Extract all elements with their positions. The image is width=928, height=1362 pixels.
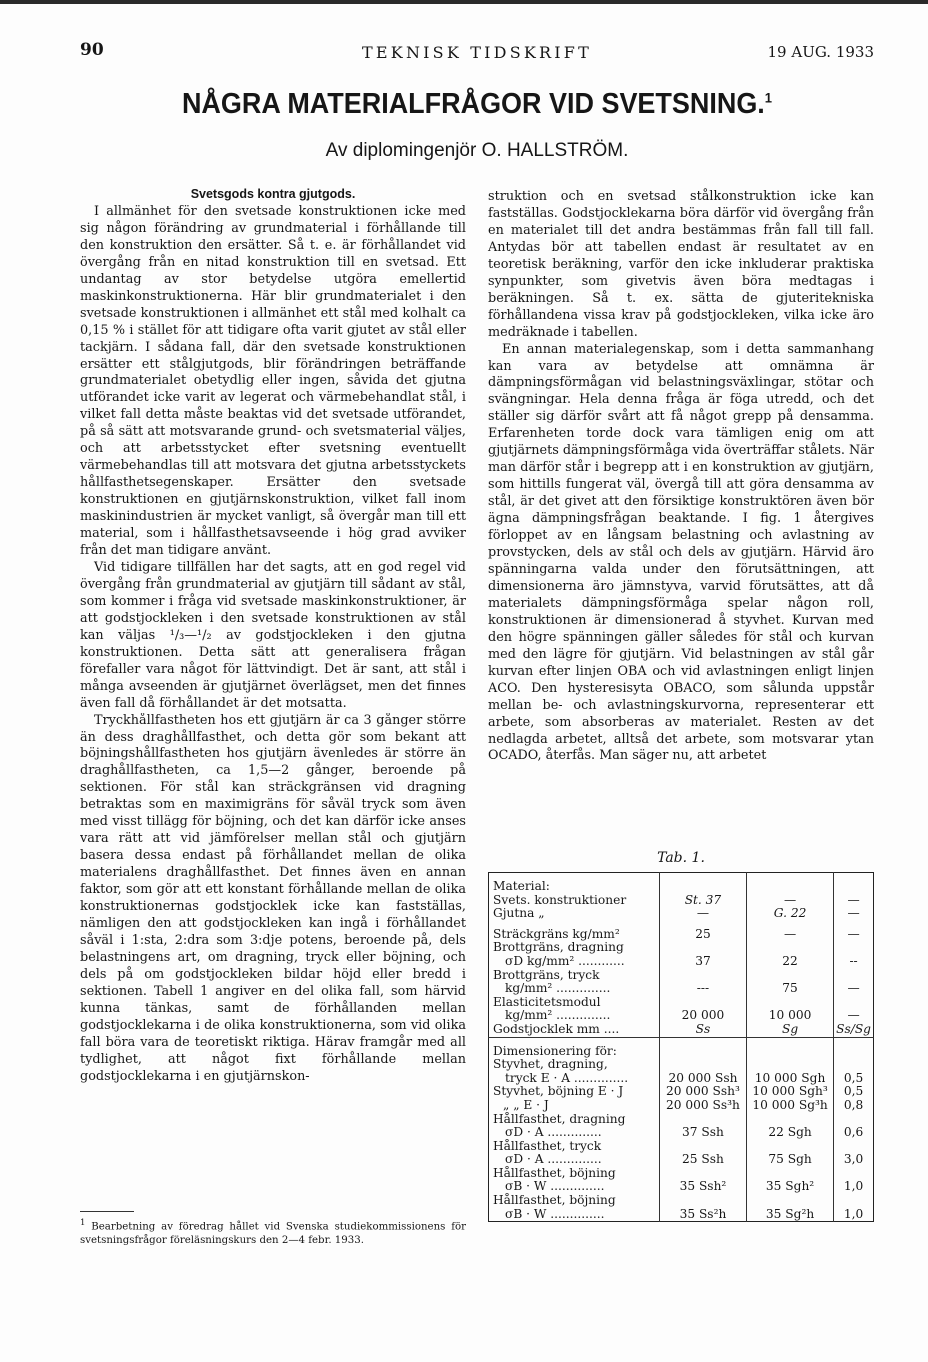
table-caption: Tab. 1. — [657, 850, 705, 866]
footnote — [80, 1217, 466, 1247]
paragraph-4: En annan materialegenskap, som i detta sammanhang kan vara av betydelse att omnämna är dämpningsförmågan vid belastningsväxlingar, stötar och svängningar. Hela denna fråga är föga utredd, och det ställer sig därför svårt att få något grepp på densamma. Erfarenheten torde dock vara tämligen enig om att gjutjärnets dämpningsförmåga vida överträffar stålets. När man därför står i begrepp att i en konstruktion av gjutjärn, som hittills fungerat väl, övergå till att göra densamma av stål, är det givet att den försiktige konstruktören även bör ägna dämpningsfrågan beaktande. I fig. 1 återgives förloppet av en långsam belastning och avlastning av provstycken, dels av stål och dels av gjutjärn. Härvid äro spänningarna valda under den förutsättningen, att dimensionerna äro jämnstyva, varvid förutsättes, att då materialets dämpningsförmåga spelar någon roll, konstruktionen är dimensionerad å styvhet. Kurvan med den högre spänningen gäller således för stål och kurvan med den lägre för gjutjärn. Vid belastningen av stål går kurvan efter linjen OBA och vid avlastningen enligt linjen ACO. Den hysteresisyta OBACO, som sålunda uppstår mellan be- och avlastningskurvorna, representerar ett arbete, som absorberas av materialet. Resten av det nedlagda arbetet, alltså det arbete, som motsvarar ytan OCADO, återfås. Man säger nu, att arbetet — [488, 341, 874, 764]
table-row: σD · A .............. 37 Ssh 22 Sgh 0,6 — [489, 1126, 874, 1140]
table-row: „ „ E · J 20 000 Ss³h 10 000 Sg³h 0,8 — [489, 1099, 874, 1113]
journal-name: TEKNISK TIDSKRIFT — [362, 43, 592, 62]
table-row: kg/mm² .............. --- 75 — — [489, 982, 874, 996]
table-row: σB · W .............. 35 Ssh² 35 Sgh² 1,0 — [489, 1180, 874, 1194]
table-row: Hållfasthet, tryck — [489, 1140, 874, 1154]
footnote-rule — [80, 1211, 134, 1212]
title-footnote-mark: 1 — [764, 89, 773, 106]
table-row: Brottgräns, tryck — [489, 969, 874, 983]
table-row: Svets. konstruktioner St. 37 — — — [489, 894, 874, 908]
table-row: Dimensionering för: — [489, 1045, 874, 1059]
table-row: Styvhet, böjning E · J 20 000 Ssh³ 10 000 Sgh³ 0,5 — [489, 1085, 874, 1099]
table-row: kg/mm² .............. 20 000 10 000 — — [489, 1009, 874, 1023]
article-title — [108, 88, 846, 121]
table-row: Hållfasthet, böjning — [489, 1194, 874, 1208]
paragraph-3-continued: struktion och en svetsad stålkonstruktion icke kan fastställas. Godstjocklekarna böra därför vid övergång från en materialet till det andra bestämmas från fall till fall. Antydas bör att tabellen endast är resultatet av en teoretisk beräkning, varför den icke inkluderar praktiska synpunkter, som givetvis även böra medtagas i beräkningen. Så t. ex. sätta de gjuteritekniska förhållandena vissa krav på godstjockleken, vilka icke äro medräknade i tabellen. — [488, 189, 874, 340]
table-row: tryck E · A .............. 20 000 Ssh 10 000 Sgh 0,5 — [489, 1072, 874, 1086]
table-row: Hållfasthet, böjning — [489, 1167, 874, 1181]
left-column — [80, 186, 466, 1086]
table-row: Hållfasthet, dragning — [489, 1113, 874, 1127]
page-header — [80, 40, 874, 64]
table-row: Gjutna „ — G. 22 — — [489, 907, 874, 921]
table-row: σD kg/mm² ............ 37 22 -- — [489, 955, 874, 969]
footnote-text: Bearbetning av föredrag hållet vid Svenska studiekommissionens för svetsningsfrågor föreläsningskurs den 2—4 febr. 1933. — [80, 1221, 466, 1246]
title-text: NÅGRA MATERIALFRÅGOR VID SVETSNING. — [181, 88, 765, 120]
right-column — [488, 189, 874, 765]
table-row: σB · W .............. 35 Ss²h 35 Sg²h 1,0 — [489, 1208, 874, 1222]
footnote-mark: 1 — [80, 1218, 86, 1228]
top-border — [0, 0, 928, 4]
table-row: Sträckgräns kg/mm² 25 — — — [489, 928, 874, 942]
table-row: Styvhet, dragning, — [489, 1058, 874, 1072]
table-row: Godstjocklek mm .... Ss Sg Ss/Sg — [489, 1023, 874, 1037]
material-table — [488, 872, 874, 1222]
paragraph-1: I allmänhet för den svetsade konstruktionen icke med sig någon förändring av grundmaterial i förhållande till den konstruktion den ersätter. Så t. e. är förhållandet vid övergång från en nitad konstruktion till en svetsad. Ett undantag av stor betydelse utgöra emellertid maskinkonstruktionerna. Här blir grundmaterialet i den svetsade konstruktionen i allmänhet ett stål med kolhalt ca 0,15 % i stället för att tidigare ofta varit gjutet av stål eller tackjärn. I sådana fall, där den svetsade konstruktionen ersätter ett stålgjutgods, blir förändringen beträffande grundmaterialet obetydlig eller ingen, såvida det gjutna utförandet icke varit av legerat och värmebehandlat stål, i vilket fall detta måste beaktas vid det svetsade utförandet, på så sätt att motsvarande grund- och svetsmaterial väljes, och att arbetsstycket efter svetsning eventuellt värmebehandlas till att motsvara det gjutna arbetsstyckets hållfasthetsegenskaper. Ersätter den svetsade konstruktionen en gjutjärnskonstruktion, vilket fall inom maskinindustrien är mycket vanligt, så övergår man till ett material, som i hållfasthetsavseende i hög grad avviker från det man tidigare använt. — [80, 203, 466, 559]
paragraph-2: Vid tidigare tillfällen har det sagts, att en god regel vid övergång från grundmaterial av gjutjärn till sådant av stål, som kommer i fråga vid svetsade maskinkonstruktioner, är att godstjockleken i den svetsade konstruktionen av stål kan väljas ¹/₃—¹/₂ av godstjockleken i den gjutna konstruktionen. Detta sätt att generalisera frågan förefaller vara något för lättvindigt. Det är sant, att stål i många avseenden är gjutjärnet överlägset, men det finnes även fall då förhållandet är det motsatta. — [80, 559, 466, 711]
issue-date: 19 AUG. 1933 — [767, 43, 874, 61]
table-row: Brottgräns, dragning — [489, 941, 874, 955]
table-row: σD · A .............. 25 Ssh 75 Sgh 3,0 — [489, 1153, 874, 1167]
paragraph-3: Tryckhållfastheten hos ett gjutjärn är ca 3 gånger större än dess draghållfasthet, och detta gör som bekant att böjningshållfastheten hos gjutjärn ävenledes är större än draghållfastheten, ca 1,5—2 gånger, beroende på sektionen. För stål kan sträckgränsen vid dragning betraktas som en maximigräns för såväl tryck som även med visst tillägg för böjning, och det kan därför icke anses vara rätt att vid jämförelser mellan stål och gjutjärn basera dessa endast på förhållandet mellan de olika materialens draghållfasthet. Det finnes även en annan faktor, som gör att ett konstant förhållande mellan de olika konstruktionernas godstjocklek icke kan fastställas, nämligen den att godstjockleken kan ingå i förhållandet såväl i 1:sta, 2:dra som 3:dje potens, beroende på, dels belastningens art, om dragning, tryck eller böjning, och dels på om godstjockleken bildar höjd eller bredd i sektionen. Tabell 1 angiver en del olika fall, som härvid kunna tänkas, samt de förhållanden mellan godstjocklekarna i de olika konstruktionerna, som vid olika fall böra vara de teoretiskt riktiga. Härav framgår med all tydlighet, att något fixt förhållande mellan godstjocklekarna i en gjutjärnskon- — [80, 712, 466, 1084]
section-heading: Svetsgods kontra gjutgods. — [190, 187, 356, 201]
table-row: Elasticitetsmodul — [489, 996, 874, 1010]
article-author: Av diplomingenjör O. HALLSTRÖM. — [325, 140, 629, 161]
page-number: 90 — [80, 40, 104, 60]
table-row: Material: — [489, 880, 874, 894]
